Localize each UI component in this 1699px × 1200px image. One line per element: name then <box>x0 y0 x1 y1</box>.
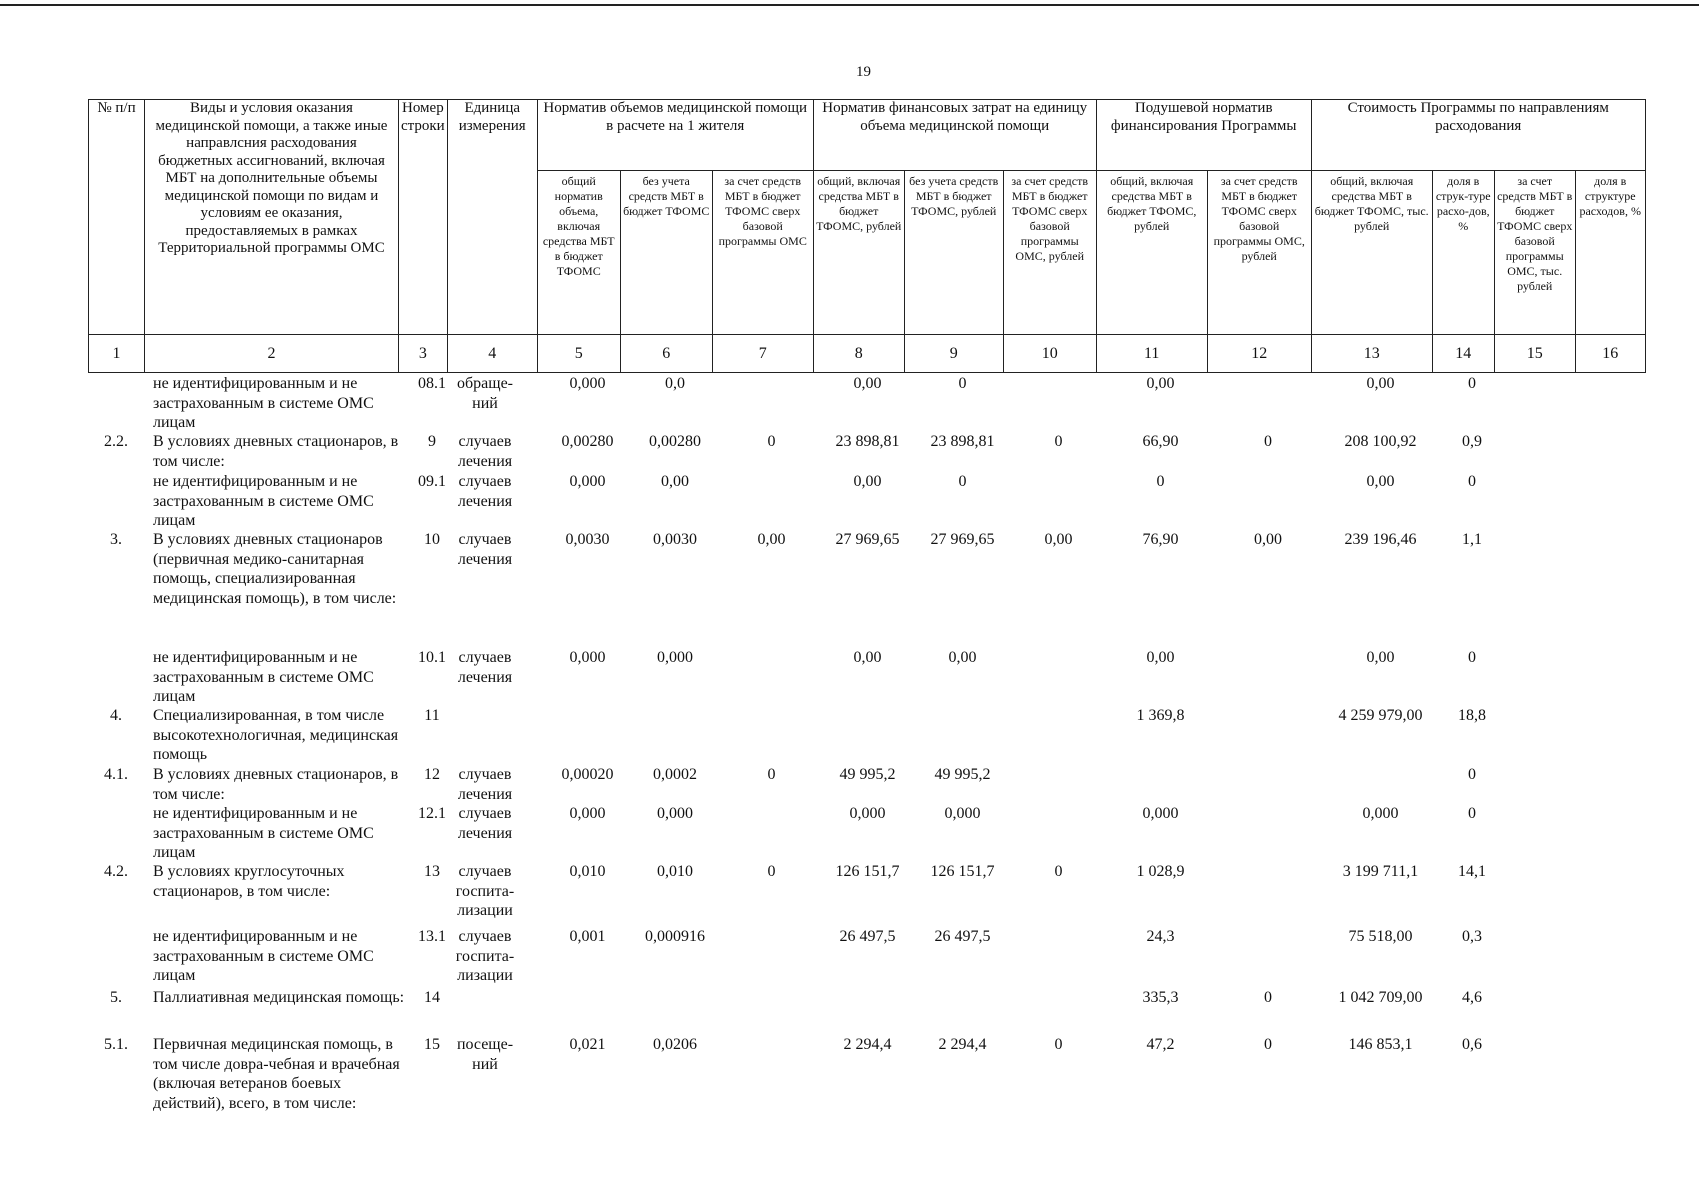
cell-percapita-mbt: 0,00 <box>1254 531 1282 548</box>
column-number: 4 <box>447 335 537 373</box>
cell-program-total: 239 196,46 <box>1344 531 1417 548</box>
cell-cost-no-mbt: 0 <box>958 375 967 392</box>
cell-volume-no-mbt: 0,0 <box>665 375 685 392</box>
row-line: 10.1 <box>418 649 446 666</box>
row-name: Специализированная, в том числе высокотехнологичная, медицинская помощь <box>153 707 399 763</box>
page-number: 19 <box>856 64 871 80</box>
cell-percapita-total: 47,2 <box>1146 1036 1175 1053</box>
cell-percapita-total: 66,90 <box>1142 433 1179 450</box>
cell-program-total: 75 518,00 <box>1348 928 1413 945</box>
cell-volume-total: 0,000 <box>569 473 606 490</box>
cell-program-total: 146 853,1 <box>1348 1036 1413 1053</box>
column-number: 2 <box>145 335 399 373</box>
cell-program-share: 1,1 <box>1462 531 1482 548</box>
header-sub-5: общий норматив объема, включая средства МБТ в бюджет ТФОМС <box>537 171 620 335</box>
column-number: 14 <box>1432 335 1494 373</box>
top-rule <box>0 4 1699 6</box>
cell-program-total: 0,00 <box>1366 473 1395 490</box>
column-number: 11 <box>1096 335 1207 373</box>
cell-volume-total: 0,001 <box>569 928 606 945</box>
row-line: 10 <box>424 531 440 548</box>
cell-volume-no-mbt: 0,000 <box>657 805 693 822</box>
cell-volume-mbt: 0 <box>767 863 776 880</box>
cell-volume-no-mbt: 0,00280 <box>649 433 701 450</box>
header-group-percapita: Подушевой норматив финансирования Программы <box>1096 100 1311 171</box>
row-number: 4. <box>110 707 122 724</box>
cell-program-share: 0,6 <box>1462 1036 1482 1053</box>
cell-program-total: 0,00 <box>1366 649 1395 666</box>
row-name: не идентифицированным и не застрахованным в системе ОМС лицам <box>153 473 374 529</box>
column-number: 3 <box>399 335 448 373</box>
cell-cost-no-mbt: 0,00 <box>948 649 977 666</box>
row-unit: обраще-ний <box>457 375 513 412</box>
cell-program-share: 4,6 <box>1462 989 1482 1006</box>
cell-volume-total: 0,010 <box>569 863 606 880</box>
column-number: 1 <box>89 335 145 373</box>
cell-program-share: 18,8 <box>1458 707 1486 724</box>
cell-cost-total: 0,00 <box>853 473 882 490</box>
table-row <box>88 706 1650 765</box>
row-line: 12.1 <box>418 805 446 822</box>
cell-program-share: 0 <box>1468 473 1476 490</box>
row-unit: случаев госпита-лизации <box>455 928 515 984</box>
header-sub-16: доля в структуре расходов, % <box>1575 171 1645 335</box>
cell-volume-total: 0,000 <box>569 375 606 392</box>
cell-program-total: 0,000 <box>1362 805 1399 822</box>
cell-percapita-mbt: 0 <box>1264 433 1272 450</box>
cell-cost-no-mbt: 49 995,2 <box>934 766 991 783</box>
row-number: 4.2. <box>104 863 128 880</box>
table-row <box>88 648 1650 706</box>
column-number: 10 <box>1003 335 1096 373</box>
header-sub-12: за счет средств МБТ в бюджет ТФОМС сверх базовой программы ОМС, рублей <box>1207 171 1311 335</box>
table-row <box>88 765 1650 804</box>
column-number: 6 <box>620 335 712 373</box>
header-col-type: Виды и условия оказания медицинской помощи, а также иные направлсния расходования бюджетных ассигнований, включая МБТ на дополнительные объемы медицинской помощи по видам и условиям ее оказания, предоставляемых в рамках Территориальной программы ОМС <box>145 100 399 335</box>
cell-volume-total: 0,00280 <box>561 433 614 450</box>
row-name: не идентифицированным и не застрахованным в системе ОМС лицам <box>153 375 374 431</box>
header-sub-15: за счет средств МБТ в бюджет ТФОМС сверх базовой программы ОМС, тыс. рублей <box>1494 171 1575 335</box>
row-unit: случаев лечения <box>457 649 513 686</box>
cell-volume-mbt: 0 <box>767 766 776 783</box>
row-unit: случаев лечения <box>457 531 513 568</box>
cell-cost-no-mbt: 0 <box>958 473 967 490</box>
cell-program-total: 4 259 979,00 <box>1338 707 1423 724</box>
table-row <box>88 927 1650 988</box>
table-row <box>88 1035 1650 1135</box>
cell-cost-mbt: 0,00 <box>1044 531 1073 548</box>
cell-volume-mbt: 0,00 <box>757 531 786 548</box>
cell-percapita-total: 24,3 <box>1146 928 1175 945</box>
cell-volume-no-mbt: 0,0030 <box>653 531 697 548</box>
cell-cost-no-mbt: 126 151,7 <box>930 863 995 880</box>
cell-cost-total: 0,00 <box>853 375 882 392</box>
header-col-number: № п/п <box>89 100 145 335</box>
cell-program-share: 0,3 <box>1462 928 1482 945</box>
cell-volume-total: 0,000 <box>569 649 606 666</box>
table-row <box>88 472 1650 530</box>
header-group-program: Стоимость Программы по направлениям расходования <box>1311 100 1645 171</box>
row-name: Паллиативная медицинская помощь: <box>153 989 405 1006</box>
table-row <box>88 862 1650 927</box>
cell-cost-no-mbt: 23 898,81 <box>930 433 995 450</box>
cell-volume-no-mbt: 0,010 <box>657 863 693 880</box>
row-line: 14 <box>424 989 440 1006</box>
header-sub-9: без учета средств МБТ в бюджет ТФОМС, рублей <box>904 171 1003 335</box>
cell-percapita-total: 0,00 <box>1146 649 1175 666</box>
row-unit: случаев лечения <box>457 766 513 803</box>
header-sub-6: без учета средств МБТ в бюджет ТФОМС <box>620 171 712 335</box>
row-unit: случаев лечения <box>457 805 513 842</box>
column-number: 5 <box>537 335 620 373</box>
column-number: 13 <box>1311 335 1432 373</box>
row-line: 9 <box>428 433 436 450</box>
cell-volume-total: 0,00020 <box>561 766 614 783</box>
cell-volume-no-mbt: 0,00 <box>661 473 689 490</box>
row-unit: посеще-ний <box>456 1036 514 1073</box>
table-header <box>88 99 1646 373</box>
row-number: 2.2. <box>104 433 128 450</box>
header-sub-8: общий, включая средства МБТ в бюджет ТФОМС, рублей <box>813 171 904 335</box>
column-number: 12 <box>1207 335 1311 373</box>
row-line: 09.1 <box>418 473 446 490</box>
row-name: В условиях дневных стационаров, в том числе: <box>153 433 399 470</box>
row-name: Первичная медицинская помощь, в том числе довра-чебная и врачебная (включая ветеранов боевых действий), всего, в том числе: <box>153 1036 400 1112</box>
cell-cost-no-mbt: 27 969,65 <box>930 531 995 548</box>
cell-percapita-total: 335,3 <box>1142 989 1179 1006</box>
row-unit: случаев лечения <box>457 473 513 510</box>
cell-program-share: 0 <box>1468 766 1476 783</box>
header-col-line: Номер строки <box>399 100 448 335</box>
cell-volume-no-mbt: 0,000916 <box>645 928 705 945</box>
cell-program-share: 14,1 <box>1458 863 1486 880</box>
header-sub-13: общий, включая средства МБТ в бюджет ТФОМС, тыс. рублей <box>1311 171 1432 335</box>
table-row <box>88 530 1650 648</box>
cell-cost-total: 27 969,65 <box>835 531 900 548</box>
table-row <box>88 804 1650 862</box>
cell-cost-total: 26 497,5 <box>839 928 896 945</box>
cell-cost-no-mbt: 2 294,4 <box>938 1036 987 1053</box>
row-name: В условиях дневных стационаров (первичная медико-санитарная помощь, специализированная медицинская помощь), в том числе: <box>153 531 397 607</box>
cell-program-total: 3 199 711,1 <box>1342 863 1419 880</box>
cell-percapita-mbt: 0 <box>1264 1036 1272 1053</box>
header-group-volume: Норматив объемов медицинской помощи в расчете на 1 жителя <box>537 100 813 171</box>
cell-percapita-mbt: 0 <box>1264 989 1272 1006</box>
cell-program-total: 1 042 709,00 <box>1338 989 1423 1006</box>
row-number: 5.1. <box>104 1036 128 1053</box>
cell-cost-mbt: 0 <box>1054 863 1063 880</box>
row-line: 13.1 <box>418 928 446 945</box>
cell-cost-total: 23 898,81 <box>835 433 900 450</box>
cell-volume-mbt: 0 <box>767 433 776 450</box>
cell-cost-total: 0,00 <box>853 649 882 666</box>
cell-percapita-total: 0,00 <box>1146 375 1175 392</box>
row-unit: случаев лечения <box>457 433 513 470</box>
cell-program-total: 208 100,92 <box>1344 433 1417 450</box>
row-name: не идентифицированным и не застрахованным в системе ОМС лицам <box>153 649 374 705</box>
cell-percapita-total: 1 028,9 <box>1136 863 1185 880</box>
header-col-unit: Единица измерения <box>447 100 537 335</box>
header-sub-14: доля в струк-туре расхо-дов, % <box>1432 171 1494 335</box>
row-name: не идентифицированным и не застрахованным в системе ОМС лицам <box>153 928 374 984</box>
header-sub-11: общий, включая средства МБТ в бюджет ТФОМС, рублей <box>1096 171 1207 335</box>
column-number: 9 <box>904 335 1003 373</box>
cell-percapita-total: 0,000 <box>1142 805 1179 822</box>
row-name: не идентифицированным и не застрахованным в системе ОМС лицам <box>153 805 374 861</box>
cell-cost-mbt: 0 <box>1054 433 1063 450</box>
cell-program-share: 0 <box>1468 805 1476 822</box>
row-name: В условиях дневных стационаров, в том числе: <box>153 766 399 803</box>
header-sub-10: за счет средств МБТ в бюджет ТФОМС сверх базовой программы ОМС, рублей <box>1003 171 1096 335</box>
cell-cost-total: 2 294,4 <box>843 1036 892 1053</box>
row-number: 5. <box>110 989 122 1006</box>
cell-cost-total: 0,000 <box>849 805 886 822</box>
row-unit: случаев госпита-лизации <box>455 863 515 919</box>
cell-volume-no-mbt: 0,0002 <box>653 766 697 783</box>
cell-volume-total: 0,000 <box>569 805 606 822</box>
table-row <box>88 374 1650 432</box>
cell-cost-no-mbt: 0,000 <box>944 805 981 822</box>
header-group-cost: Норматив финансовых затрат на единицу объема медицинской помощи <box>813 100 1096 171</box>
cell-cost-total: 49 995,2 <box>839 766 896 783</box>
cell-percapita-total: 0 <box>1156 473 1165 490</box>
cell-percapita-total: 76,90 <box>1142 531 1179 548</box>
cell-volume-no-mbt: 0,0206 <box>653 1036 697 1053</box>
column-number: 16 <box>1575 335 1645 373</box>
column-number: 7 <box>712 335 813 373</box>
row-line: 15 <box>424 1036 440 1053</box>
row-line: 13 <box>424 863 440 880</box>
cell-cost-mbt: 0 <box>1054 1036 1063 1053</box>
cell-cost-no-mbt: 26 497,5 <box>934 928 991 945</box>
column-number: 15 <box>1494 335 1575 373</box>
cell-program-total: 0,00 <box>1366 375 1395 392</box>
cell-cost-total: 126 151,7 <box>835 863 900 880</box>
cell-volume-no-mbt: 0,000 <box>657 649 693 666</box>
cell-volume-total: 0,0030 <box>565 531 610 548</box>
cell-percapita-total: 1 369,8 <box>1136 707 1185 724</box>
row-line: 12 <box>424 766 440 783</box>
row-number: 4.1. <box>104 766 128 783</box>
table-row <box>88 988 1650 1035</box>
cell-program-share: 0,9 <box>1462 433 1482 450</box>
column-number: 8 <box>813 335 904 373</box>
cell-program-share: 0 <box>1468 375 1476 392</box>
table-body <box>88 374 1650 1135</box>
header-sub-7: за счет средств МБТ в бюджет ТФОМС сверх базовой программы ОМС <box>712 171 813 335</box>
row-number: 3. <box>110 531 122 548</box>
row-line: 08.1 <box>418 375 446 392</box>
row-line: 11 <box>424 707 440 724</box>
cell-program-share: 0 <box>1468 649 1476 666</box>
table-row <box>88 432 1650 472</box>
cell-volume-total: 0,021 <box>569 1036 606 1053</box>
row-name: В условиях круглосуточных стационаров, в том числе: <box>153 863 345 900</box>
